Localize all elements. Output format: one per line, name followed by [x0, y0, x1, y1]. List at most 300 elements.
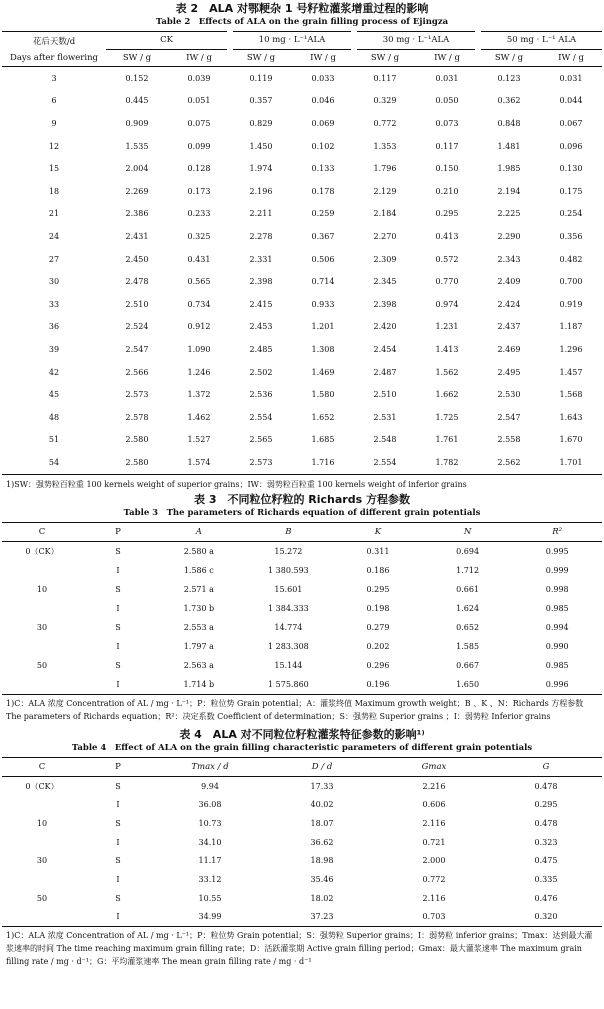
table2-cell: 1.662: [435, 390, 459, 400]
table2-cell: 1.685: [311, 435, 335, 445]
table2-cell: 0.117: [373, 73, 397, 83]
table4-title-en: Table 4 Effect of ALA on the grain filling characteristic parameters of different grain potentials: [71, 742, 533, 753]
table2-group-50: 50 mg · L⁻¹ ALA: [478, 32, 602, 50]
table3-head-c: C: [38, 526, 46, 537]
table2-cell: 2.290: [497, 231, 521, 241]
table2-cell: 1.246: [187, 367, 211, 377]
table2-cell: 1.469: [311, 367, 335, 377]
table3-cell: 0.985: [545, 660, 569, 670]
table2-cell: 1.725: [435, 412, 459, 422]
table4-cell: 18.98: [310, 856, 334, 866]
table2-cell: 15: [48, 164, 60, 174]
table3-head-n: N: [463, 526, 472, 537]
table3-cell: 15.144: [274, 660, 303, 670]
table2-row: [2, 451, 602, 474]
table2-cell: 2.547: [125, 344, 149, 354]
table2-cell: 2.278: [249, 231, 273, 241]
table4-head-g: G: [542, 761, 550, 772]
table2-cell: 2.420: [373, 322, 397, 332]
table2-cell: 2.225: [497, 209, 521, 219]
table3-cell: I: [116, 603, 120, 613]
table3-row: [2, 656, 602, 675]
table2-sub-iw: IW / g: [558, 52, 584, 63]
table2-cell: 0.356: [559, 231, 583, 241]
table2-row: [2, 180, 602, 203]
table3-cell: 1.730 b: [183, 603, 215, 613]
table2-cell: 0.031: [435, 73, 459, 83]
table2-cell: 39: [48, 344, 60, 354]
table2-cell: 0.848: [497, 118, 521, 128]
table2-cell: 2.495: [497, 367, 521, 377]
table2-cell: 1.457: [559, 367, 583, 377]
table4-cell: 2.000: [422, 856, 446, 866]
table3-cell: 1.586 c: [183, 565, 214, 575]
table2-cell: 0.909: [125, 118, 149, 128]
table2-sub-sw: SW / g: [370, 52, 400, 63]
table2-cell: 1.761: [435, 435, 459, 445]
table3-head-k: K: [374, 526, 382, 537]
table2-cell: 0.150: [435, 164, 459, 174]
table4-row: [2, 833, 602, 852]
table2-cell: 0.367: [311, 231, 335, 241]
table3-cell: 0.999: [545, 565, 569, 575]
table2-cell: 2.345: [373, 277, 397, 287]
table2-cell: 48: [48, 412, 60, 422]
table3-cell: 1 380.593: [268, 565, 309, 575]
table2-row: [2, 225, 602, 248]
table2-cell: 2.566: [125, 367, 149, 377]
table3-cell: S: [115, 660, 121, 670]
table3-cell: [2, 637, 82, 656]
table2-cell: 2.580: [125, 435, 149, 445]
table3-cell: 2.563 a: [183, 660, 214, 670]
table4-cell: 11.17: [198, 856, 222, 866]
table2-cell: 0.152: [125, 73, 149, 83]
table4-cell: S: [115, 893, 121, 903]
table2-cell: 2.424: [497, 299, 521, 309]
table2-cell: 1.643: [559, 412, 583, 422]
table2-cell: 2.409: [497, 277, 521, 287]
table2-sub-iw: IW / g: [186, 52, 212, 63]
table2-cell: 2.184: [373, 209, 397, 219]
table2-cell: 1.796: [373, 164, 397, 174]
table3-cell: 0.990: [545, 641, 569, 651]
table4-cell: 0.721: [422, 837, 446, 847]
table2-cell: 0.770: [435, 277, 459, 287]
table4-row: [2, 814, 602, 833]
table2-cell: 1.562: [435, 367, 459, 377]
table4-head-gmax: Gmax: [421, 761, 447, 772]
table4-cell: I: [116, 837, 120, 847]
table2-cell: 0.362: [497, 96, 521, 106]
table3-cell: 0.998: [545, 584, 569, 594]
table2-cell: 0.096: [559, 141, 583, 151]
table4-cell: S: [115, 781, 121, 791]
table4-title-cn: 表 4 ALA 对不同粒位籽粒灌浆特征参数的影响¹⁾: [179, 727, 425, 741]
table4-cell: 0.323: [534, 837, 558, 847]
table3-cell: 1.650: [456, 679, 480, 689]
table2-cell: 1.481: [497, 141, 521, 151]
table2-cell: 2.386: [125, 209, 149, 219]
table2-cell: 1.535: [125, 141, 149, 151]
table2-cell: 0.039: [187, 73, 211, 83]
table3-cell: 0.661: [456, 584, 480, 594]
table2-cell: 2.211: [249, 209, 273, 219]
table4-cell: 33.12: [198, 874, 222, 884]
table2-cell: 0.033: [311, 73, 335, 83]
table2-cell: 2.415: [249, 299, 273, 309]
table4-cell: 36.62: [310, 837, 334, 847]
table2-cell: 3: [51, 73, 57, 83]
table2-cell: 1.296: [559, 344, 583, 354]
table3-cell: 0.198: [366, 603, 390, 613]
table3-cell: 1.585: [456, 641, 480, 651]
table3-cell: 0.295: [366, 584, 390, 594]
table2-cell: 2.004: [125, 164, 149, 174]
table2-cell: 0.329: [373, 96, 397, 106]
table2-group-ck: CK: [106, 32, 230, 50]
table2-cell: 0.933: [311, 299, 335, 309]
table2-title-en: Table 2 Effects of ALA on the grain filling process of Ejingza: [155, 17, 449, 27]
table4-cell: I: [116, 800, 120, 810]
table2-sub-sw: SW / g: [494, 52, 524, 63]
table2-cell: 2.554: [373, 457, 397, 467]
table4-cell: 18.07: [310, 818, 334, 828]
table2-cell: 51: [48, 435, 60, 445]
table3-cell: 0.186: [366, 565, 390, 575]
table2-cell: 1.574: [187, 457, 211, 467]
table2-cell: 0.067: [559, 118, 583, 128]
table3-head-r2: R²: [552, 526, 563, 537]
table2-cell: 2.565: [249, 435, 273, 445]
table2-cell: 1.670: [559, 435, 583, 445]
table2-cell: 24: [48, 231, 60, 241]
table4-row: [2, 889, 602, 908]
table4-cell: 0.295: [534, 800, 558, 810]
table2-cell: 21: [48, 209, 60, 219]
table2-row: [2, 383, 602, 406]
table2-cell: 0.506: [311, 254, 335, 264]
table3-row: [2, 580, 602, 599]
table2-cell: 2.398: [249, 277, 273, 287]
table4-cell: [2, 833, 82, 852]
table3-cell: 1.712: [456, 565, 480, 575]
table2-cell: 9: [51, 118, 57, 128]
table2-cell: 0.130: [559, 164, 583, 174]
table3-cell: S: [115, 546, 121, 556]
table3-note: 1)C：ALA 浓度 Concentration of AL / mg · L⁻¹；P：粒位势 Grain potential；A：灌浆终值 Maximum growth weight；B 、K 、N：Richards 方程参数 The parameters of Richards equation；R²：决定系数 Coefficient of determination；S：强势粒 Superior grains ；I：弱势粒 Inferior grains: [6, 698, 584, 721]
table4-cell: [2, 870, 82, 889]
table2-cell: 2.309: [373, 254, 397, 264]
table2-row: [2, 203, 602, 226]
table2-cell: 1.652: [311, 412, 335, 422]
table2-row: [2, 361, 602, 384]
table4-row: [2, 851, 602, 870]
table2-cell: 0.734: [187, 299, 211, 309]
table3-cell: 0.279: [366, 622, 390, 632]
table2-cell: 0.233: [187, 209, 211, 219]
table2-cell: 1.231: [435, 322, 459, 332]
table3-cell: 0.296: [366, 660, 390, 670]
table2-cell: 2.554: [249, 412, 273, 422]
table4-cell: 2.116: [422, 893, 446, 903]
table4-cell: I: [116, 912, 120, 922]
table2-cell: 0.912: [187, 322, 211, 332]
table2-cell: 1.527: [187, 435, 211, 445]
table4-cell: 2.116: [422, 818, 446, 828]
table2-cell: 0.173: [187, 186, 211, 196]
table3-head-a: A: [195, 526, 202, 537]
table2-sub-sw: SW / g: [246, 52, 276, 63]
table3-cell: [2, 599, 82, 618]
table4-cell: 0（CK）: [25, 781, 59, 791]
table2-cell: 0.700: [559, 277, 583, 287]
table4-cell: 10.73: [198, 818, 222, 828]
table2-title-cn: 表 2 ALA 对鄂粳杂 1 号籽粒灌浆增重过程的影响: [175, 2, 429, 15]
table4-cell: 0.335: [534, 874, 558, 884]
table3-cell: 1 575.860: [268, 679, 309, 689]
table4-head-tmax: Tmax / d: [191, 761, 229, 772]
table2-cell: 0.565: [187, 277, 211, 287]
table2-row: [2, 112, 602, 135]
table2-cell: 0.046: [311, 96, 335, 106]
table4-cell: S: [115, 856, 121, 866]
table3-cell: 30: [36, 622, 48, 632]
table4-cell: 0.475: [534, 856, 558, 866]
table4-cell: [2, 908, 82, 927]
table3-head-p: P: [115, 526, 121, 537]
table2-cell: 2.129: [373, 186, 397, 196]
table3-row: [2, 637, 602, 656]
table2-row: [2, 429, 602, 452]
table2-cell: 27: [48, 254, 60, 264]
table3-cell: 0.985: [545, 603, 569, 613]
table2-cell: 1.090: [187, 344, 211, 354]
table2-cell: 36: [48, 322, 60, 332]
table3-cell: 0.996: [545, 679, 569, 689]
table4-row: [2, 795, 602, 814]
table4-cell: 35.46: [310, 874, 334, 884]
table2-group-10: 10 mg · L⁻¹ALA: [230, 32, 354, 50]
table2-cell: 2.530: [497, 390, 521, 400]
table3-cell: 1 384.333: [268, 603, 309, 613]
table2-cell: 1.353: [373, 141, 397, 151]
table2-cell: 2.573: [249, 457, 273, 467]
table2-cell: 30: [48, 277, 60, 287]
table2-cell: 1.187: [559, 322, 583, 332]
table2-row: [2, 338, 602, 361]
table3-row: [2, 541, 602, 561]
table3-cell: 0.667: [456, 660, 480, 670]
table2-cell: 1.201: [311, 322, 335, 332]
table2-cell: 1.372: [187, 390, 211, 400]
table2-cell: 2.331: [249, 254, 273, 264]
table2-cell: 1.450: [249, 141, 273, 151]
table3-title-en: Table 3 The parameters of Richards equation of different grain potentials: [123, 507, 481, 518]
table3-row: [2, 561, 602, 580]
table2-cell: 1.782: [435, 457, 459, 467]
table2-cell: 1.985: [497, 164, 521, 174]
table2-cell: 2.547: [497, 412, 521, 422]
table2-cell: 2.510: [373, 390, 397, 400]
table2-cell: 0.714: [311, 277, 335, 287]
table3-cell: S: [115, 622, 121, 632]
table2-cell: 2.536: [249, 390, 273, 400]
table3-cell: 10: [36, 584, 48, 594]
table3-cell: 14.774: [274, 622, 303, 632]
table4-head-d: D / d: [311, 761, 333, 772]
table4-cell: 0.478: [534, 818, 558, 828]
table2-cell: 0.482: [559, 254, 583, 264]
table4-cell: [2, 795, 82, 814]
table2-sub-iw: IW / g: [434, 52, 460, 63]
table3-cell: [2, 675, 82, 695]
table2-cell: 2.580: [125, 457, 149, 467]
table2-cell: 0.175: [559, 186, 583, 196]
table3-cell: 0.311: [366, 546, 390, 556]
table4: [2, 757, 602, 928]
table2-row: [2, 90, 602, 113]
table2-cell: 54: [48, 457, 60, 467]
table2-cell: 2.478: [125, 277, 149, 287]
table4-cell: 0.703: [422, 912, 446, 922]
table2-cell: 45: [48, 390, 60, 400]
table2-cell: 2.454: [373, 344, 397, 354]
table3-cell: 0.202: [366, 641, 390, 651]
table2-cell: 2.453: [249, 322, 273, 332]
table2-row: [2, 157, 602, 180]
table3-cell: 1 283.308: [268, 641, 309, 651]
table2-row: [2, 316, 602, 339]
table4-cell: 2.216: [422, 781, 446, 791]
table2-cell: 1.413: [435, 344, 459, 354]
table4-cell: 17.33: [310, 781, 334, 791]
table3-cell: 2.553 a: [183, 622, 214, 632]
table2-cell: 2.524: [125, 322, 149, 332]
table3-cell: 15.601: [274, 584, 303, 594]
table3-head-b: B: [285, 526, 292, 537]
table4-cell: 18.02: [310, 893, 334, 903]
table2-cell: 1.701: [559, 457, 583, 467]
table4-cell: 50: [36, 893, 48, 903]
table2-cell: 0.099: [187, 141, 211, 151]
table2-cell: 0.128: [187, 164, 211, 174]
table2-row: [2, 67, 602, 90]
table3-cell: 0.994: [545, 622, 569, 632]
table2-cell: 2.531: [373, 412, 397, 422]
table2-cell: 0.051: [187, 96, 211, 106]
table4-cell: 0.320: [534, 912, 558, 922]
table2-cell: 0.572: [435, 254, 459, 264]
table2-cell: 0.254: [559, 209, 583, 219]
table2-cell: 0.829: [249, 118, 273, 128]
table2-group-30: 30 mg · L⁻¹ALA: [354, 32, 478, 50]
table3-cell: 0.652: [456, 622, 480, 632]
table4-cell: 10.55: [198, 893, 222, 903]
table3-cell: I: [116, 565, 120, 575]
table2-cell: 0.431: [187, 254, 211, 264]
table2-cell: 2.510: [125, 299, 149, 309]
table4-cell: 9.94: [201, 781, 219, 791]
table2-cell: 2.469: [497, 344, 521, 354]
table2-row: [2, 293, 602, 316]
table2-cell: 0.413: [435, 231, 459, 241]
table4-cell: 34.99: [198, 912, 222, 922]
table2-cell: 2.196: [249, 186, 273, 196]
table2-cell: 33: [48, 299, 60, 309]
table2-cell: 0.357: [249, 96, 273, 106]
table3-cell: 0（CK）: [25, 546, 59, 556]
table3-cell: 15.272: [274, 546, 303, 556]
table4-cell: 37.23: [310, 912, 334, 922]
table4-cell: 0.606: [422, 800, 446, 810]
table2-cell: 2.437: [497, 322, 521, 332]
table2-cell: 2.194: [497, 186, 521, 196]
table3-cell: 0.694: [456, 546, 480, 556]
table4-row: [2, 776, 602, 795]
table4-cell: 36.08: [198, 800, 222, 810]
table2-cell: 2.269: [125, 186, 149, 196]
table2-cell: 1.716: [311, 457, 335, 467]
table2-cell: 2.558: [497, 435, 521, 445]
table2-cell: 1.580: [311, 390, 335, 400]
table4-cell: 0.772: [422, 874, 446, 884]
table2-cell: 2.562: [497, 457, 521, 467]
table2-cell: 42: [48, 367, 60, 377]
table2-cell: 2.487: [373, 367, 397, 377]
table4-cell: 40.02: [310, 800, 334, 810]
table4-row: [2, 870, 602, 889]
table2-sub-sw: SW / g: [122, 52, 152, 63]
table2-cell: 0.119: [249, 73, 273, 83]
table4-cell: 34.10: [198, 837, 222, 847]
table2-cell: 1.308: [311, 344, 335, 354]
table3-cell: 1.624: [456, 603, 480, 613]
table2-cell: 0.178: [311, 186, 335, 196]
table2-cell: 0.050: [435, 96, 459, 106]
table3-title-cn: 表 3 不同粒位籽粒的 Richards 方程参数: [193, 492, 410, 506]
table2-cell: 0.075: [187, 118, 211, 128]
table2-row: [2, 248, 602, 271]
table2-head-day-en: Days after flowering: [10, 52, 98, 63]
table4-cell: 10: [36, 818, 48, 828]
table2-cell: 2.502: [249, 367, 273, 377]
table2-cell: 0.325: [187, 231, 211, 241]
table2-cell: 0.210: [435, 186, 459, 196]
table2-sub-iw: IW / g: [310, 52, 336, 63]
table2-row: [2, 406, 602, 429]
table2-note: 1)SW：强势粒百粒重 100 kernels weight of superior grains；IW：弱势粒百粒重 100 kernels weight of inferior grains: [6, 479, 467, 489]
table4-cell: 0.476: [534, 893, 558, 903]
table2: [2, 31, 602, 475]
table2-cell: 2.343: [497, 254, 521, 264]
table2-cell: 0.445: [125, 96, 149, 106]
table3-cell: I: [116, 679, 120, 689]
table4-note: 1)C：ALA 浓度 Concentration of AL / mg · L⁻¹；P：粒位势 Grain potential；S：强势粒 Superior grains；I：弱势粒 inferior grains；Tmax：达到最大灌浆速率的时间 The time reaching maximum grain filling rate；D：活跃灌浆期 Active grain filling period；Gmax：最大灌浆速率 The maximum grain filling rate / mg · d⁻¹；G：平均灌浆速率 The mean grain filling rate / mg · d⁻¹: [6, 931, 593, 967]
table2-cell: 0.073: [435, 118, 459, 128]
table2-cell: 2.548: [373, 435, 397, 445]
table2-cell: 1.568: [559, 390, 583, 400]
table3-cell: [2, 561, 82, 580]
table4-head-c: C: [38, 761, 46, 772]
table2-cell: 18: [48, 186, 60, 196]
table2-cell: 0.919: [559, 299, 583, 309]
table3-cell: 0.995: [545, 546, 569, 556]
table2-cell: 0.974: [435, 299, 459, 309]
table2-cell: 2.450: [125, 254, 149, 264]
table3-cell: 1.797 a: [183, 641, 214, 651]
table3-row: [2, 618, 602, 637]
